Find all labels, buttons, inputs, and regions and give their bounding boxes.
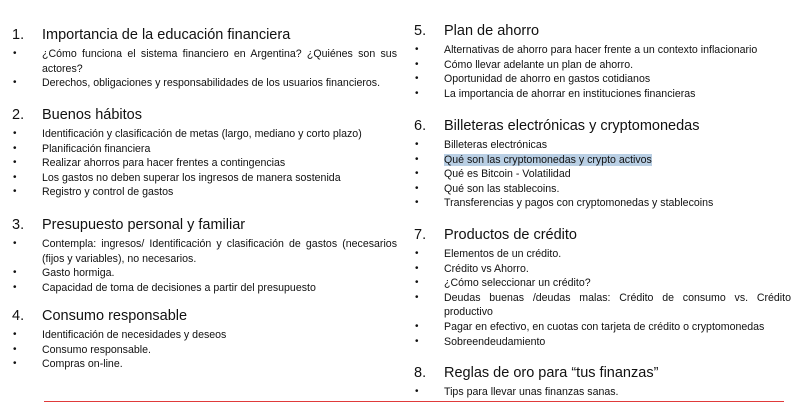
list-item: • Identificación de necesidades y deseos	[13, 329, 227, 341]
section-3	[12, 217, 397, 295]
list-item: • Sobreendeudamiento	[415, 335, 546, 348]
section-heading	[414, 118, 791, 138]
section-heading	[414, 365, 791, 385]
section-number: 3.	[12, 217, 25, 233]
section-title: Productos de crédito	[444, 227, 577, 243]
bullet-icon: •	[13, 142, 17, 154]
bullet-icon: •	[415, 44, 419, 55]
list-item: • Gasto hormiga.	[13, 267, 115, 280]
bullet-icon: •	[415, 168, 419, 180]
bullet-icon: •	[13, 48, 17, 59]
section-title: Importancia de la educación financiera	[42, 27, 291, 43]
list-item: • Realizar ahorros para hacer frentes a contingencias	[13, 157, 286, 170]
list-item: • Crédito vs Ahorro.	[415, 262, 529, 275]
section-number: 1.	[12, 27, 25, 43]
list-item: • Billeteras electrónicas	[415, 139, 548, 151]
section-number: 2.	[12, 107, 25, 123]
bullet-icon: •	[13, 128, 17, 139]
list-item: • Consumo responsable.	[13, 343, 151, 356]
list-item: • Transferencias y pagos con cryptomonedas y stablecoins	[415, 197, 714, 210]
bullet-icon: •	[415, 335, 419, 347]
bullet-list	[12, 127, 397, 200]
bullet-list	[12, 328, 397, 372]
section-heading	[12, 217, 397, 237]
list-item: • Derechos, obligaciones y responsabilidades de los usuarios financieros.	[13, 77, 381, 90]
list-item: • Compras on-line.	[13, 358, 123, 371]
bullet-icon: •	[13, 77, 17, 89]
bullet-icon: •	[415, 320, 419, 332]
list-item: • Capacidad de toma de decisiones a partir del presupuesto	[13, 281, 316, 294]
section-title: Buenos hábitos	[42, 107, 142, 123]
section-title: Reglas de oro para “tus finanzas”	[444, 365, 659, 381]
bullet-icon: •	[13, 238, 17, 249]
list-item: • Cómo llevar adelante un plan de ahorro.	[415, 58, 634, 71]
bullet-icon: •	[13, 329, 17, 340]
bullet-icon: •	[13, 157, 17, 169]
bullet-list	[12, 47, 397, 91]
bullet-icon: •	[13, 343, 17, 355]
section-7	[414, 227, 791, 349]
section-2	[12, 107, 397, 200]
section-1	[12, 27, 397, 91]
bullet-icon: •	[415, 73, 419, 85]
section-8	[414, 365, 791, 400]
section-title: Presupuesto personal y familiar	[42, 217, 246, 233]
list-item: • Contempla: ingresos/ Identificación y clasificación de gastos (necesarios (fijos y variables), no necesarios.	[13, 238, 397, 265]
section-title: Consumo responsable	[42, 308, 188, 324]
bullet-list	[414, 385, 791, 400]
list-item: • Los gastos no deben superar los ingresos de manera sostenida	[13, 171, 341, 184]
bullet-list	[12, 237, 397, 295]
bullet-icon: •	[13, 358, 17, 370]
bullet-icon: •	[415, 262, 419, 274]
section-heading	[12, 107, 397, 127]
bullet-icon: •	[415, 277, 419, 289]
section-title: Billeteras electrónicas y cryptomonedas	[444, 118, 700, 134]
section-number: 4.	[12, 308, 25, 324]
list-item: • Alternativas de ahorro para hacer frente a un contexto inflacionario	[415, 44, 758, 56]
list-item: • Qué es Bitcoin - Volatilidad	[415, 168, 571, 181]
bullet-icon: •	[415, 197, 419, 209]
bullet-icon: •	[13, 186, 17, 198]
selected-text[interactable]: Qué son las cryptomonedas y crypto activos	[444, 153, 652, 166]
bullet-icon: •	[13, 267, 17, 279]
section-5	[414, 23, 791, 101]
list-item: • Oportunidad de ahorro en gastos cotidianos	[415, 73, 651, 86]
list-item: • Planificación financiera	[13, 142, 151, 155]
section-number: 5.	[414, 23, 427, 39]
list-item: • Tips para llevar unas finanzas sanas.	[415, 386, 619, 398]
section-title: Plan de ahorro	[444, 23, 540, 39]
section-6	[414, 118, 791, 211]
list-item: • Elementos de un crédito.	[415, 248, 562, 260]
list-item: • Registro y control de gastos	[13, 186, 174, 199]
list-item: • ¿Cómo funciona el sistema financiero en Argentina? ¿Quiénes son sus actores?	[13, 48, 397, 75]
list-item: • Identificación y clasificación de metas (largo, mediano y corto plazo)	[13, 128, 362, 140]
bullet-icon: •	[415, 87, 419, 99]
bullet-icon: •	[13, 171, 17, 183]
list-item: • Pagar en efectivo, en cuotas con tarjeta de crédito o cryptomonedas	[415, 320, 765, 333]
section-heading	[414, 23, 791, 43]
list-item: • Deudas buenas /deudas malas: Crédito de consumo vs. Crédito productivo	[415, 291, 791, 319]
page-divider-line	[44, 401, 784, 402]
section-number: 6.	[414, 118, 427, 134]
bullet-list	[414, 138, 791, 211]
list-item: • La importancia de ahorrar en instituciones financieras	[415, 87, 696, 100]
bullet-icon: •	[13, 281, 17, 293]
bullet-icon: •	[415, 248, 419, 259]
section-4	[12, 308, 397, 372]
section-heading	[12, 308, 397, 328]
bullet-icon: •	[415, 291, 419, 303]
bullet-list	[414, 43, 791, 101]
bullet-icon: •	[415, 386, 419, 397]
bullet-list	[414, 247, 791, 349]
bullet-icon: •	[415, 139, 419, 150]
bullet-icon: •	[415, 58, 419, 70]
list-item: • ¿Cómo seleccionar un crédito?	[415, 277, 591, 290]
bullet-icon: •	[415, 182, 419, 194]
section-number: 8.	[414, 365, 427, 381]
section-number: 7.	[414, 227, 427, 243]
list-item: • Qué son las stablecoins.	[415, 182, 560, 195]
section-heading	[414, 227, 791, 247]
section-heading	[12, 27, 397, 47]
list-item-selected[interactable]	[414, 153, 791, 168]
bullet-icon: •	[415, 153, 419, 165]
